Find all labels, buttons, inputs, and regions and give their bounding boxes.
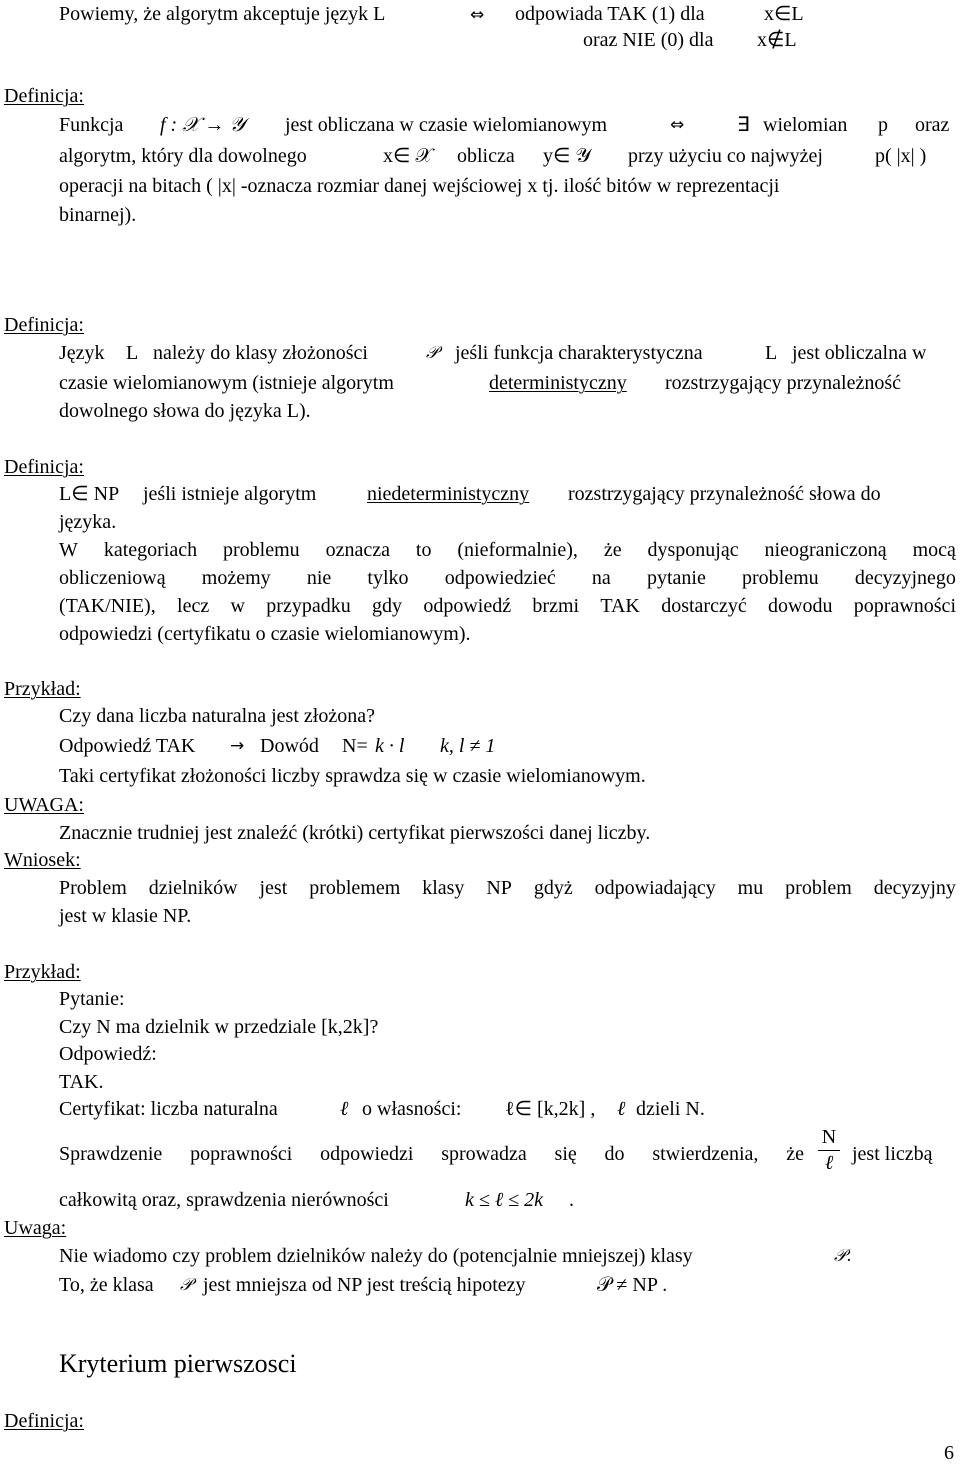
ex1-N-eq: N= xyxy=(342,735,368,757)
def1-w8: oraz xyxy=(915,114,950,136)
def3-para-line-3: (TAK/NIE), lecz w przypadku gdy odpowiedź brzmi TAK dostarczyć dowodu poprawności xyxy=(59,595,956,617)
ell-symbol: ℓ xyxy=(617,1098,626,1120)
ell-symbol: ℓ xyxy=(340,1098,349,1120)
def3-l1b: jeśli istnieje algorytm xyxy=(143,483,317,505)
x-in-L: x∈L xyxy=(764,3,804,25)
wniosek-line-1: Problem dzielników jest problemem klasy NP gdyż odpowiadający mu problem decyzyjny xyxy=(59,877,956,899)
intro-line-1 xyxy=(59,4,385,24)
ex2-tak: TAK. xyxy=(59,1071,104,1093)
fraction-numerator: N xyxy=(821,1126,837,1148)
fraction-denominator: ℓ xyxy=(824,1152,834,1174)
def3-para-line-4: odpowiedzi (certyfikatu o czasie wielomianowym). xyxy=(59,623,471,645)
def1-w1: Funkcja xyxy=(59,114,124,136)
uwaga2-line-2b: jest mniejsza od NP jest treścią hipotezy xyxy=(203,1274,526,1296)
def2-w7: jest obliczalna w xyxy=(792,342,927,364)
def3-nondeterministic: niedeterministyczny xyxy=(367,483,530,505)
def1-l2b: x∈ 𝒳 xyxy=(383,145,433,167)
def2-deterministic: deterministyczny xyxy=(489,372,627,394)
def1-w6: wielomian xyxy=(763,114,848,136)
def3-l1c: rozstrzygający przynależność słowa do xyxy=(568,483,881,505)
section-title: Kryterium pierwszosci xyxy=(59,1349,297,1378)
def1-l2a: algorytm, który dla dowolnego xyxy=(59,145,307,167)
def3-l2: języka. xyxy=(59,511,117,533)
ex1-proof: Dowód xyxy=(260,735,319,757)
ex2-cert-b: o własności: xyxy=(362,1098,462,1120)
implies-arrow: → xyxy=(230,736,245,756)
uwaga2-line-1: Nie wiadomo czy problem dzielników należy do (potencjalnie mniejszej) klasy xyxy=(59,1245,693,1267)
ex2-check-end: jest liczbą xyxy=(852,1143,933,1165)
def2-l3: dowolnego słowa do języka L). xyxy=(59,400,311,422)
class-P-symbol: 𝒫 xyxy=(180,1275,193,1295)
wniosek-heading: Wniosek: xyxy=(4,849,81,871)
fraction-N-over-ell xyxy=(818,1127,840,1173)
ex2-cert-a: Certyfikat: liczba naturalna xyxy=(59,1098,278,1120)
ex2-cert-e: dzieli N. xyxy=(636,1098,705,1120)
ex2-check2-c: . xyxy=(569,1189,574,1211)
uwaga2-line-2a: To, że klasa xyxy=(59,1274,154,1296)
def1-l2d: y∈ 𝒴 xyxy=(543,145,592,167)
x-notin-L: x∉L xyxy=(757,29,797,51)
def1-l2e: przy użyciu co najwyżej xyxy=(628,145,823,167)
intro-text: Powiemy, że algorytm akceptuje język L xyxy=(59,3,386,25)
def2-l2b: rozstrzygający przynależność xyxy=(665,372,901,394)
fraction-bar xyxy=(818,1150,840,1151)
ex2-inequality: k ≤ ℓ ≤ 2k xyxy=(465,1189,544,1211)
class-P-symbol: 𝒫 xyxy=(426,343,439,363)
page-number: 6 xyxy=(944,1442,954,1464)
def1-w3: jest obliczana w czasie wielomianowym xyxy=(285,114,608,136)
def1-l2f: p( |x| ) xyxy=(875,145,927,167)
iff-symbol: ⇔ xyxy=(470,5,485,25)
def3-para-line-2: obliczeniową możemy nie tylko odpowiedzieć na pytanie problemu decyzyjnego xyxy=(59,567,956,589)
def2-l2a: czasie wielomianowym (istnieje algorytm xyxy=(59,372,394,394)
def1-l2c: oblicza xyxy=(457,145,515,167)
ex2-check2-a: całkowitą oraz, sprawdzenia nierówności xyxy=(59,1189,389,1211)
ex2-question: Czy N ma dzielnik w przedziale [k,2k]? xyxy=(59,1016,379,1038)
def2-w2: L xyxy=(126,342,139,364)
ex1-condition: k, l ≠ 1 xyxy=(440,735,496,757)
ex1-product: k · l xyxy=(375,735,405,757)
ex2-check-line: Sprawdzenie poprawności odpowiedzi sprowadza się do stwierdzenia, że xyxy=(59,1143,804,1165)
def2-w3: należy do klasy złożoności xyxy=(153,342,368,364)
def1-l3: operacji na bitach ( |x| -oznacza rozmiar danej wejściowej x tj. ilość bitów w reprezentacji xyxy=(59,175,780,197)
def1-func: f : 𝒳 → 𝒴 xyxy=(160,114,246,136)
def1-l4: binarnej). xyxy=(59,204,137,226)
intro-line-1b: odpowiada TAK (1) dla xyxy=(515,3,705,25)
ex1-answer: Odpowiedź TAK xyxy=(59,735,196,757)
uwaga1-text: Znacznie trudniej jest znaleźć (krótki) certyfikat pierwszości danej liczby. xyxy=(59,822,651,844)
def3-para-line-1: W kategoriach problemu oznacza to (nieformalnie), że dysponując nieograniczoną mocą xyxy=(59,539,956,561)
def2-w5: jeśli funkcja charakterystyczna xyxy=(455,342,703,364)
hypothesis-P-neq-NP: 𝒫 ≠ NP . xyxy=(597,1274,668,1296)
def3-L-in-NP: L∈ NP xyxy=(59,483,120,505)
ex2-pytanie: Pytanie: xyxy=(59,988,125,1010)
ex2-cert-c: ℓ∈ [k,2k] , xyxy=(505,1098,596,1120)
def3-heading: Definicja: xyxy=(4,456,84,478)
section-def-heading: Definicja: xyxy=(4,1410,84,1432)
uwaga1-heading: UWAGA: xyxy=(4,794,84,816)
ex1-heading: Przykład: xyxy=(4,678,81,700)
wniosek-line-2: jest w klasie NP. xyxy=(59,905,192,927)
ex1-certificate: Taki certyfikat złożoności liczby sprawdza się w czasie wielomianowym. xyxy=(59,765,646,787)
ex2-heading: Przykład: xyxy=(4,961,81,983)
class-P-symbol: 𝒫. xyxy=(834,1246,852,1266)
def1-heading: Definicja: xyxy=(4,85,84,107)
def2-w1: Język xyxy=(59,342,105,364)
def2-w6: L xyxy=(765,342,778,364)
ex2-odp: Odpowiedź: xyxy=(59,1043,157,1065)
def1-w7: p xyxy=(878,114,888,136)
ex1-question: Czy dana liczba naturalna jest złożona? xyxy=(59,705,375,727)
iff-symbol: ⇔ xyxy=(670,115,685,135)
intro-line-2: oraz NIE (0) dla xyxy=(583,29,714,51)
def2-heading: Definicja: xyxy=(4,314,84,336)
uwaga2-heading: Uwaga: xyxy=(4,1217,67,1239)
exists-symbol: ∃ xyxy=(737,114,750,136)
